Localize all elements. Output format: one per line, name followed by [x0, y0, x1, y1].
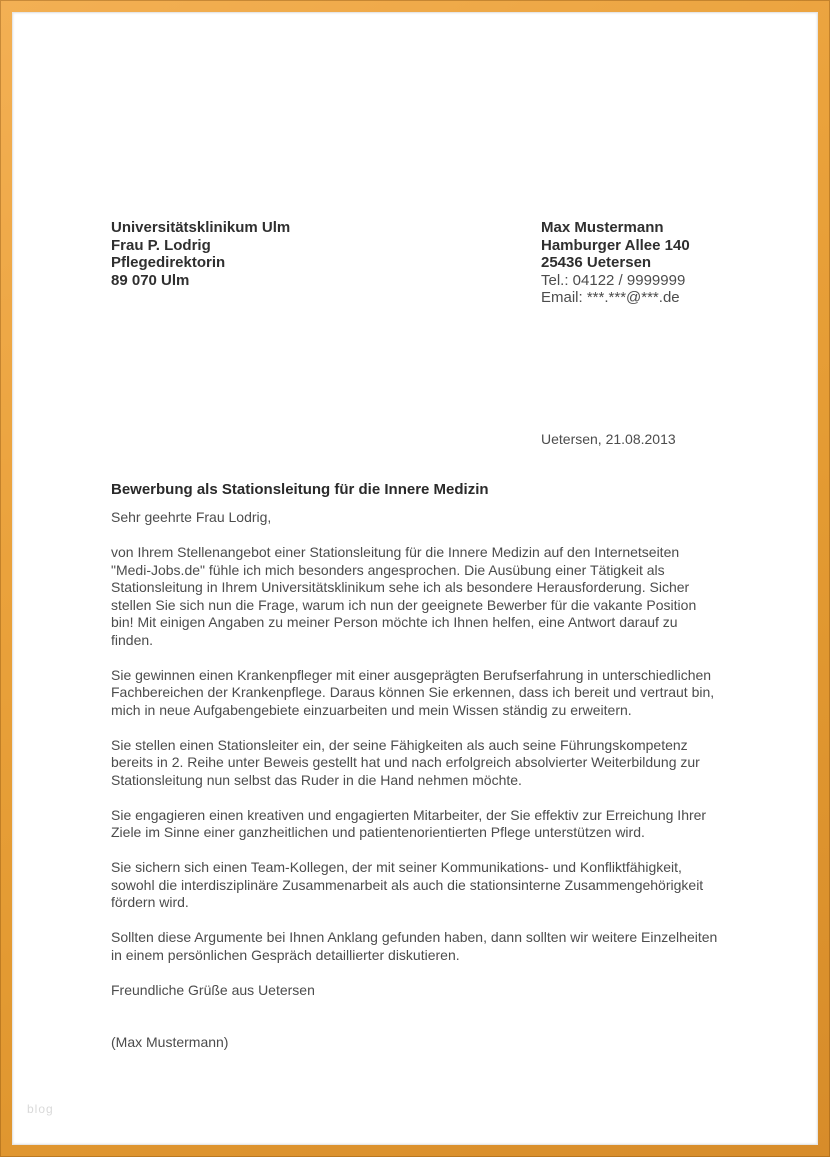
closing-line: Freundliche Grüße aus Uetersen	[111, 981, 315, 998]
paragraph-4: Sie engagieren einen kreativen und engagierten Mitarbeiter, der Sie effektiv zur Erreichung Ihrer Ziele im Sinne einer ganzheitlichen und patientenorientierten Pflege unterstützen wird.	[111, 806, 707, 840]
sender-phone: Tel.: 04122 / 9999999	[541, 271, 686, 289]
sender-email: Email: ***.***@***.de	[541, 289, 680, 306]
paragraph-3: Sie stellen einen Stationsleiter ein, der seine Fähigkeiten als auch seine Führungskompetenz bereits in 2. Reihe unter Beweis gestellt hat und nach erfolgreich absolvierter Weiterbildung zur Stationsleitung nun selbst das Ruder in die Hand nehmen möchte.	[111, 736, 700, 788]
recipient-line: Universitätsklinikum Ulm	[111, 219, 291, 236]
sender-address-block	[541, 219, 690, 307]
paragraph-1: von Ihrem Stellenangebot einer Stationsleitung für die Innere Medizin auf den Internetseiten "Medi-Jobs.de" fühle ich mich besonders angesprochen. Die Ausübung einer Tätigkeit als Stationsleitung in Ihrem Universitätsklinikum sehe ich als besondere Herausforderung. Sicher stellen Sie sich nun die Frage, warum ich nun der geeignete Bewerber für die vakante Position bin! Mit einigen Angaben zu meiner Person möchte ich Ihnen helfen, eine Antwort darauf zu finden.	[111, 544, 697, 648]
salutation: Sehr geehrte Frau Lodrig,	[111, 509, 272, 525]
paragraph-6: Sollten diese Argumente bei Ihnen Anklang gefunden haben, dann sollten wir weitere Einzelheiten in einem persönlichen Gespräch detaillierter diskutieren.	[111, 929, 718, 963]
sender-street: Hamburger Allee 140	[541, 236, 690, 254]
date-line: Uetersen, 21.08.2013	[541, 431, 676, 447]
recipient-line: 89 070 Ulm	[111, 271, 190, 289]
subject-line: Bewerbung als Stationsleitung für die Innere Medizin	[111, 481, 489, 498]
recipient-line: Frau P. Lodrig	[111, 236, 211, 254]
paragraph-5: Sie sichern sich einen Team-Kollegen, der mit seiner Kommunikations- und Konfliktfähigkeit, sowohl die interdisziplinäre Zusammenarbeit als auch die stationsinterne Zusammengehörigkeit fördern wird.	[111, 859, 704, 910]
signature-line: (Max Mustermann)	[111, 1034, 229, 1050]
recipient-address-block	[111, 219, 290, 289]
paragraph-2: Sie gewinnen einen Krankenpfleger mit einer ausgeprägten Berufserfahrung in unterschiedlichen Fachbereichen der Krankenpflege. Daraus können Sie erkennen, dass ich bereit und vertraut bin, mich in neue Aufgabengebiete einzuarbeiten und mein Wissen ständig zu erweitern.	[111, 666, 715, 718]
letter-page	[12, 12, 818, 1145]
letter-body	[111, 509, 721, 1069]
sender-name: Max Mustermann	[541, 219, 664, 236]
watermark-text: blog	[27, 1102, 54, 1116]
recipient-line: Pflegedirektorin	[111, 254, 226, 271]
sender-city: 25436 Uetersen	[541, 254, 652, 271]
